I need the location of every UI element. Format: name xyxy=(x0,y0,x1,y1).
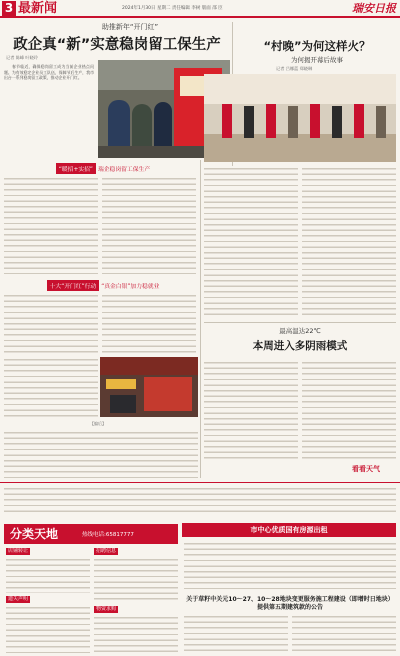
editor-note-body xyxy=(4,430,198,478)
classified-text xyxy=(94,615,178,653)
lead-body-col1 xyxy=(4,176,98,274)
subhead-text: 瑞企稳岗留工保生产 xyxy=(97,167,151,173)
lead-body-col5 xyxy=(4,357,98,417)
lead-body-col2 xyxy=(102,176,196,274)
lead-subhead-2 xyxy=(10,280,196,291)
classified-category: 店铺转让 xyxy=(8,548,29,554)
lead-byline: 记者 陈峰 叶晓玲 xyxy=(6,55,38,60)
notice-body-col1 xyxy=(184,614,288,654)
page-number: 3 xyxy=(2,1,16,16)
village-photo xyxy=(204,74,396,162)
classified-phone: 热线电话:65817777 xyxy=(82,532,134,538)
village-byline: 记者 吕娜蓝 郑晓琳 xyxy=(276,66,313,71)
lead-body-col4 xyxy=(102,293,196,353)
lead-paragraph: 春节临近，确保稳岗留工成为当前企业热点问题。为有效稳定企业员工队伍，保障节后生产，我市出台一系列稳岗留工政策，推动企业开门红。 xyxy=(4,64,94,81)
subhead-box: “暖招+实招” xyxy=(56,163,96,174)
classified-text xyxy=(6,557,90,593)
weather-small-title: 最高温达22℃ xyxy=(279,327,321,335)
classified-category: 招聘信息 xyxy=(96,548,117,554)
subhead2-text: “真金白银”加力稳就业 xyxy=(101,284,160,290)
notice-section-title: 市中心优质国有房源出租 xyxy=(182,523,396,537)
lead-body-col3 xyxy=(4,293,98,353)
page-header xyxy=(0,0,400,18)
weather-corner-tag: 看看天气 xyxy=(352,465,380,473)
lead-subhead xyxy=(10,163,196,174)
section-title: 最新闻 xyxy=(18,1,58,16)
column-divider xyxy=(200,160,201,478)
weather-body-col2 xyxy=(302,360,396,462)
lead-kicker: 助推新年“开门红” xyxy=(101,23,159,31)
lower-band-rule xyxy=(0,482,400,483)
classified-header xyxy=(4,524,178,544)
notice-intro-text xyxy=(184,541,396,591)
village-headline: “村晚”为何这样火？ xyxy=(263,39,371,53)
notice-body-col2 xyxy=(292,614,396,654)
village-body-col1 xyxy=(204,166,298,316)
classified-title: 分类天地 xyxy=(10,527,59,541)
editor-note-label: 【编后】 xyxy=(90,421,106,426)
village-subtitle: 为何揭开幕后故事 xyxy=(291,56,343,64)
lower-left-photo xyxy=(100,357,198,417)
classified-section xyxy=(0,520,180,656)
weather-body-col1 xyxy=(204,360,298,462)
notice-title: 关于草籽中关元10～27、10～28地块变更服务施工程建设（即增时日地块）提供第五期建筑款的公告 xyxy=(186,596,394,611)
subhead2-box: 十大“开门红”行动 xyxy=(47,280,100,291)
newspaper-brand: 瑞安日报 xyxy=(352,2,396,15)
village-body-col2 xyxy=(302,166,396,316)
classified-category: 遗失声明 xyxy=(8,596,29,602)
lead-intro xyxy=(4,64,94,159)
classified-text xyxy=(6,605,90,653)
weather-headline: 本周进入多阴雨模式 xyxy=(252,340,348,352)
classified-text xyxy=(94,557,178,603)
lower-band-text xyxy=(4,486,396,516)
lead-headline: 政企真“新”实意稳岗留工保生产 xyxy=(13,37,221,53)
header-meta: 2024年1月30日 星期二 责任编辑 李树 版面 邵 臣 xyxy=(122,6,223,11)
section-divider xyxy=(204,322,396,323)
classified-category: 物资求购 xyxy=(96,606,117,612)
